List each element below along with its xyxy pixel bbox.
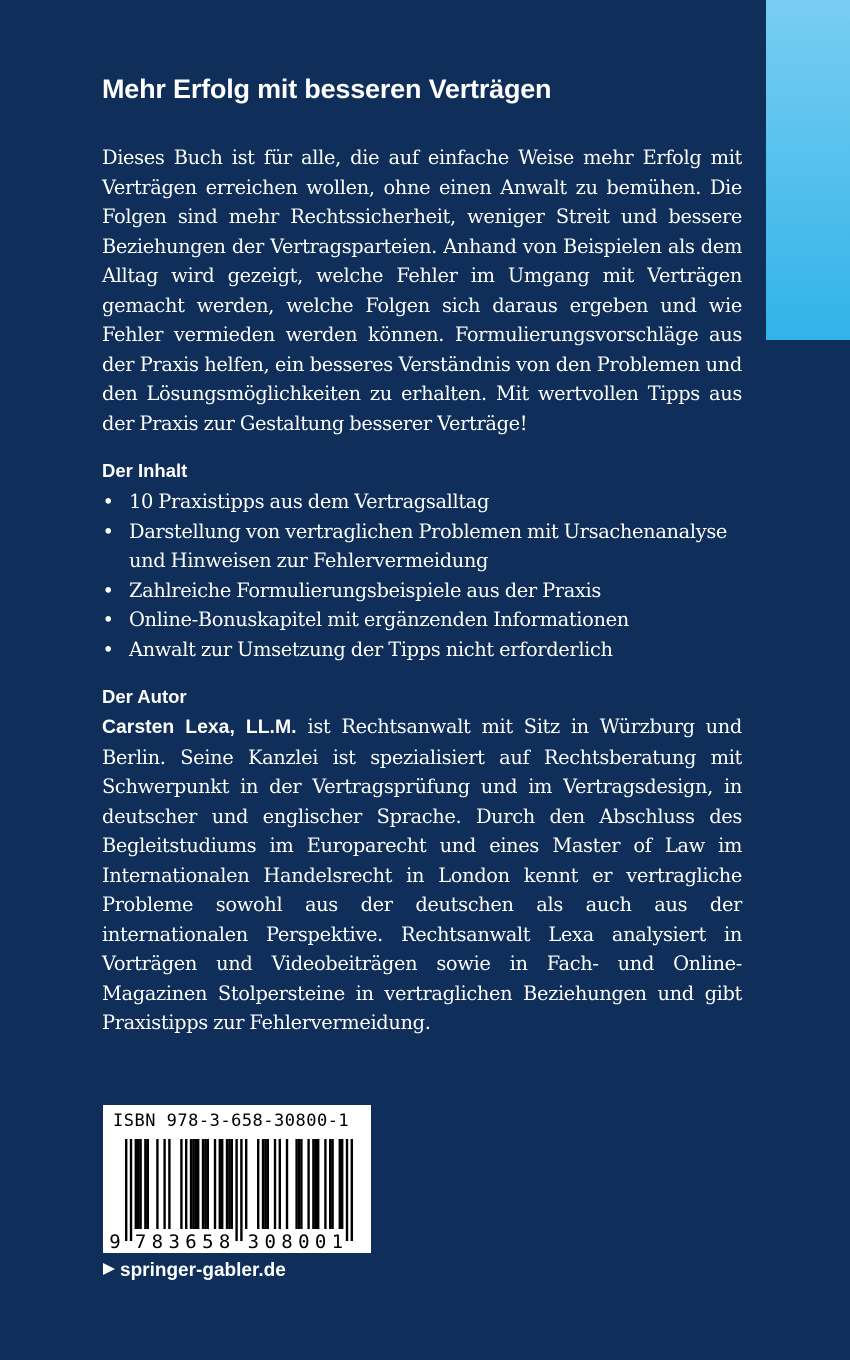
author-name: Carsten Lexa, LL.M. <box>102 716 297 738</box>
barcode-bar <box>317 1139 319 1229</box>
list-item-text: Zahlreiche Formulierungsbeispiele aus der Praxis <box>129 578 601 602</box>
barcode-bar <box>156 1139 158 1229</box>
barcode-bar <box>214 1139 216 1229</box>
barcode-bar <box>351 1139 353 1241</box>
contents-heading: Der Inhalt <box>102 460 188 481</box>
barcode-bar <box>298 1139 300 1229</box>
barcode-bar <box>315 1139 317 1229</box>
barcode-bar <box>264 1139 266 1229</box>
bullet-icon: • <box>102 578 114 602</box>
barcode-bar <box>226 1139 228 1229</box>
barcode-bar <box>180 1139 182 1229</box>
barcode-digit: 0 <box>298 1231 310 1253</box>
list-item <box>102 635 762 665</box>
barcode-bar <box>144 1139 146 1229</box>
intro-paragraph: Dieses Buch ist für alle, die auf einfache Weise mehr Erfolg mit Verträgen erreichen wollen, ohne einen Anwalt zu bemühen. Die Folgen sind mehr Rechtssicherheit, weniger Streit und bessere Beziehungen der Vertragsparteien. Anhand von Beispielen als dem Alltag wird gezeigt, welche Fehler im Umgang mit Verträgen gemacht werden, welche Folgen sich daraus ergeben und wie Fehler vermieden werden können. Formulierungsvorschläge aus der Praxis helfen, ein besseres Verständnis von den Problemen und den Lösungsmöglichkeiten zu erhalten. Mit wertvollen Tipps aus der Praxis zur Gestaltung besserer Verträge! <box>102 146 742 435</box>
bullet-icon: • <box>102 490 114 513</box>
list-item <box>102 517 762 576</box>
barcode-bar <box>267 1139 269 1229</box>
bullet-icon: • <box>102 608 114 631</box>
barcode-bar <box>221 1139 223 1229</box>
barcode-bar <box>139 1139 141 1229</box>
list-item <box>102 487 762 517</box>
barcode-digit: 8 <box>281 1231 293 1253</box>
barcode-bar <box>204 1139 206 1229</box>
barcode-bar <box>329 1139 331 1229</box>
bullet-icon: • <box>102 637 114 661</box>
barcode-bar <box>235 1139 237 1241</box>
isbn-label: ISBN 978-3-658-30800-1 <box>113 1111 350 1131</box>
barcode-digit: 7 <box>134 1231 147 1253</box>
barcode-bar <box>197 1139 199 1229</box>
barcode-bar <box>240 1139 242 1241</box>
barcode-bar <box>147 1139 149 1229</box>
list-item-text: 10 Praxistipps aus dem Vertragsalltag <box>129 490 490 513</box>
barcode-digit: 8 <box>218 1231 231 1253</box>
isbn-barcode <box>103 1105 371 1253</box>
bullet-icon: • <box>102 519 114 543</box>
barcode-bar <box>346 1139 348 1241</box>
cover-title: Mehr Erfolg mit besseren Verträgen <box>102 74 552 104</box>
accent-color-strip <box>766 0 850 340</box>
barcode-bar <box>228 1139 230 1229</box>
website-url: springer-gabler.de <box>120 1260 286 1281</box>
barcode-bar <box>295 1139 297 1229</box>
barcode-digit: 6 <box>185 1231 197 1253</box>
barcode-bar <box>307 1139 309 1229</box>
barcode-bar <box>341 1139 343 1229</box>
publisher-website-link[interactable] <box>102 1260 286 1282</box>
barcode-digit: 1 <box>331 1231 344 1253</box>
barcode-bar <box>274 1139 276 1229</box>
barcode-bar <box>331 1139 333 1229</box>
author-heading: Der Autor <box>102 686 187 707</box>
barcode-digit: 9 <box>109 1231 121 1253</box>
barcode-bar <box>168 1139 170 1229</box>
barcode-bar <box>279 1139 281 1229</box>
play-arrow-icon <box>102 1260 116 1282</box>
list-item-text: Darstellung von vertraglichen Problemen mit Ursachenanalyse und Hinweisen zur Fehlervermeidung <box>129 519 728 572</box>
barcode-digit: 3 <box>168 1231 180 1253</box>
barcode-bar <box>192 1139 194 1229</box>
barcode-digit: 5 <box>202 1231 214 1253</box>
barcode-bar <box>245 1139 247 1229</box>
list-item <box>102 605 762 635</box>
barcode-bar <box>190 1139 192 1229</box>
barcode-bar <box>262 1139 264 1229</box>
barcode-bar <box>137 1139 139 1229</box>
barcode-bar <box>125 1139 127 1241</box>
barcode-bar <box>312 1139 314 1229</box>
barcode-graphic <box>103 1105 371 1253</box>
author-paragraph <box>102 712 742 1038</box>
barcode-bar <box>219 1139 221 1229</box>
barcode-bar <box>185 1139 187 1229</box>
barcode-bar <box>324 1139 326 1229</box>
barcode-bar <box>135 1139 137 1229</box>
barcode-bar <box>163 1139 165 1229</box>
barcode-bar <box>300 1139 302 1229</box>
list-item-text: Online-Bonuskapitel mit ergänzenden Informationen <box>129 608 629 631</box>
barcode-bar <box>207 1139 209 1229</box>
contents-list <box>102 487 762 664</box>
barcode-bar <box>195 1139 197 1229</box>
barcode-bar <box>130 1139 132 1241</box>
barcode-digit: 0 <box>264 1231 276 1253</box>
barcode-bar <box>339 1139 341 1229</box>
list-item-text: Anwalt zur Umsetzung der Tipps nicht erforderlich <box>129 637 613 661</box>
barcode-bar <box>202 1139 204 1229</box>
barcode-digit: 0 <box>314 1231 327 1253</box>
barcode-bar <box>257 1139 259 1229</box>
list-item <box>102 576 762 606</box>
barcode-digit: 3 <box>247 1231 260 1253</box>
barcode-bar <box>231 1139 233 1229</box>
author-bio: ist Rechtsanwalt mit Sitz in Würzburg und Berlin. Seine Kanzlei ist spezialisiert auf Rechtsberatung mit Schwerpunkt in der Vertragsprüfung und im Vertragsdesign, in deutscher und englischer Sprache. Durch den Abschluss des Begleitstudiums im Europarecht und eines Master of Law im Internationalen Handelsrecht in London kennt er vertragliche Probleme sowohl aus der deutschen als auch aus der internationalen Perspektive. Rechtsanwalt Lexa analysiert in Vorträgen und Videobeiträgen sowie in Fach- und Online-Magazinen Stolpersteine in vertraglichen Beziehungen und gibt Praxistipps zur Fehlervermeidung. <box>102 715 742 1034</box>
barcode-bar <box>286 1139 288 1229</box>
barcode-digit: 8 <box>151 1231 164 1253</box>
